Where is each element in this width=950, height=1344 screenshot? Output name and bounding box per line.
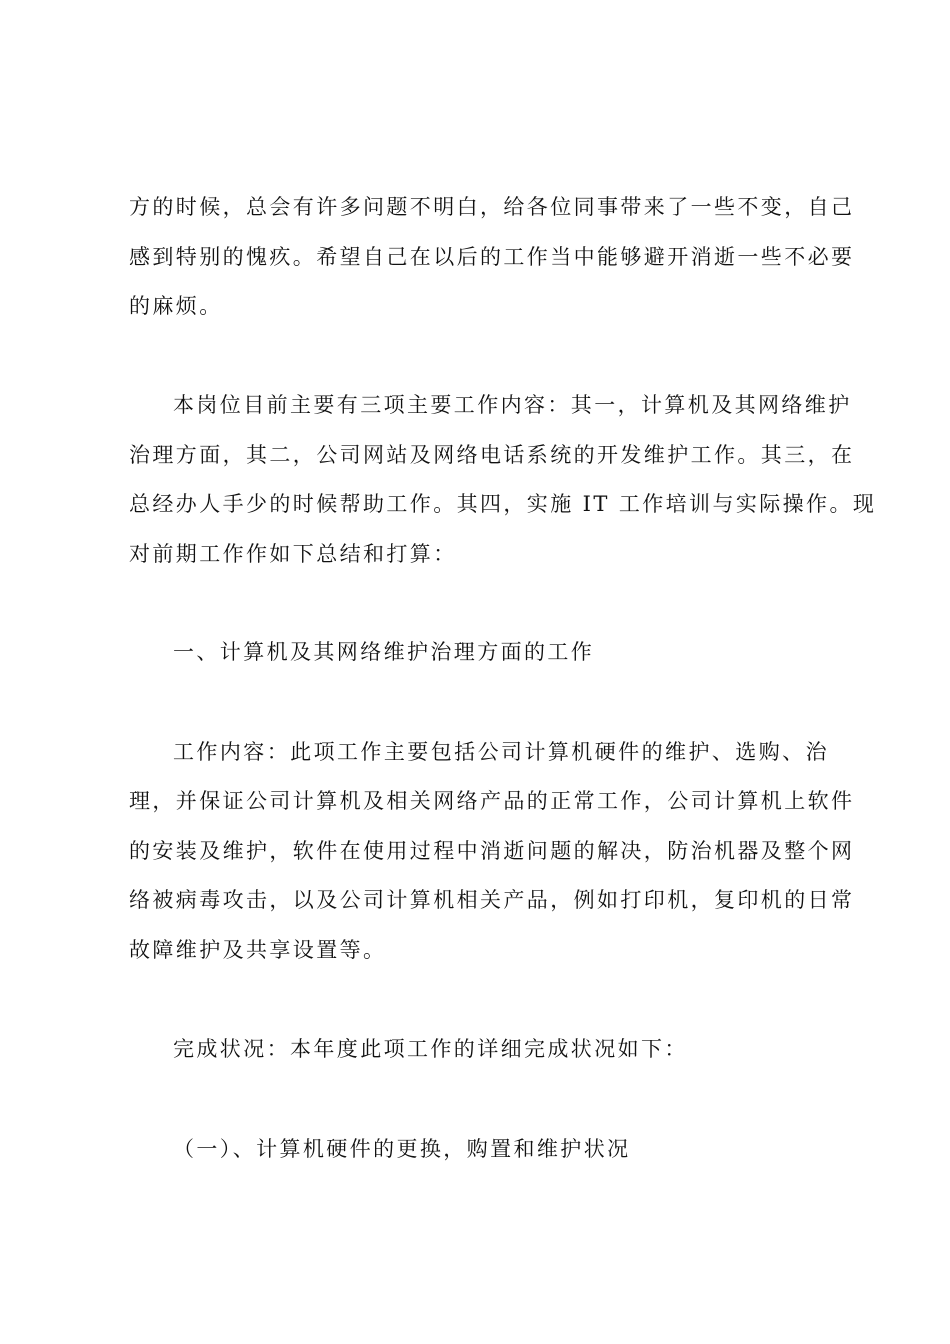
paragraph-1-line-1: 方的时候，总会有许多问题不明白，给各位同事带来了一些不变，自己 — [129, 195, 855, 219]
paragraph-3-line-1: 工作内容：此项工作主要包括公司计算机硬件的维护、选购、治 — [173, 740, 829, 764]
paragraph-3-line-4: 络被病毒攻击，以及公司计算机相关产品，例如打印机，复印机的日常 — [129, 888, 855, 912]
paragraph-1-line-2: 感到特别的愧疚。希望自己在以后的工作当中能够避开消逝一些不必要 — [129, 245, 855, 269]
paragraph-2-line-4: 对前期工作作如下总结和打算： — [129, 542, 457, 566]
paragraph-3-line-3: 的安装及维护，软件在使用过程中消逝问题的解决，防治机器及整个网 — [129, 839, 855, 863]
paragraph-3-line-2: 理，并保证公司计算机及相关网络产品的正常工作，公司计算机上软件 — [129, 789, 855, 813]
section-heading-2: （一）、计算机硬件的更换，购置和维护状况 — [173, 1137, 631, 1161]
paragraph-2-line-2: 治理方面，其二，公司网站及网络电话系统的开发维护工作。其三，在 — [129, 443, 855, 467]
paragraph-2-line-1: 本岗位目前主要有三项主要工作内容：其一，计算机及其网络维护 — [173, 393, 852, 417]
section-heading-1: 一、计算机及其网络维护治理方面的工作 — [173, 640, 595, 664]
paragraph-2-line-3: 总经办人手少的时候帮助工作。其四，实施 IT 工作培训与实际操作。现 — [129, 492, 877, 516]
paragraph-3-line-5: 故障维护及共享设置等。 — [129, 938, 387, 962]
paragraph-4: 完成状况：本年度此项工作的详细完成状况如下： — [173, 1037, 688, 1061]
paragraph-1-line-3: 的麻烦。 — [129, 294, 223, 318]
